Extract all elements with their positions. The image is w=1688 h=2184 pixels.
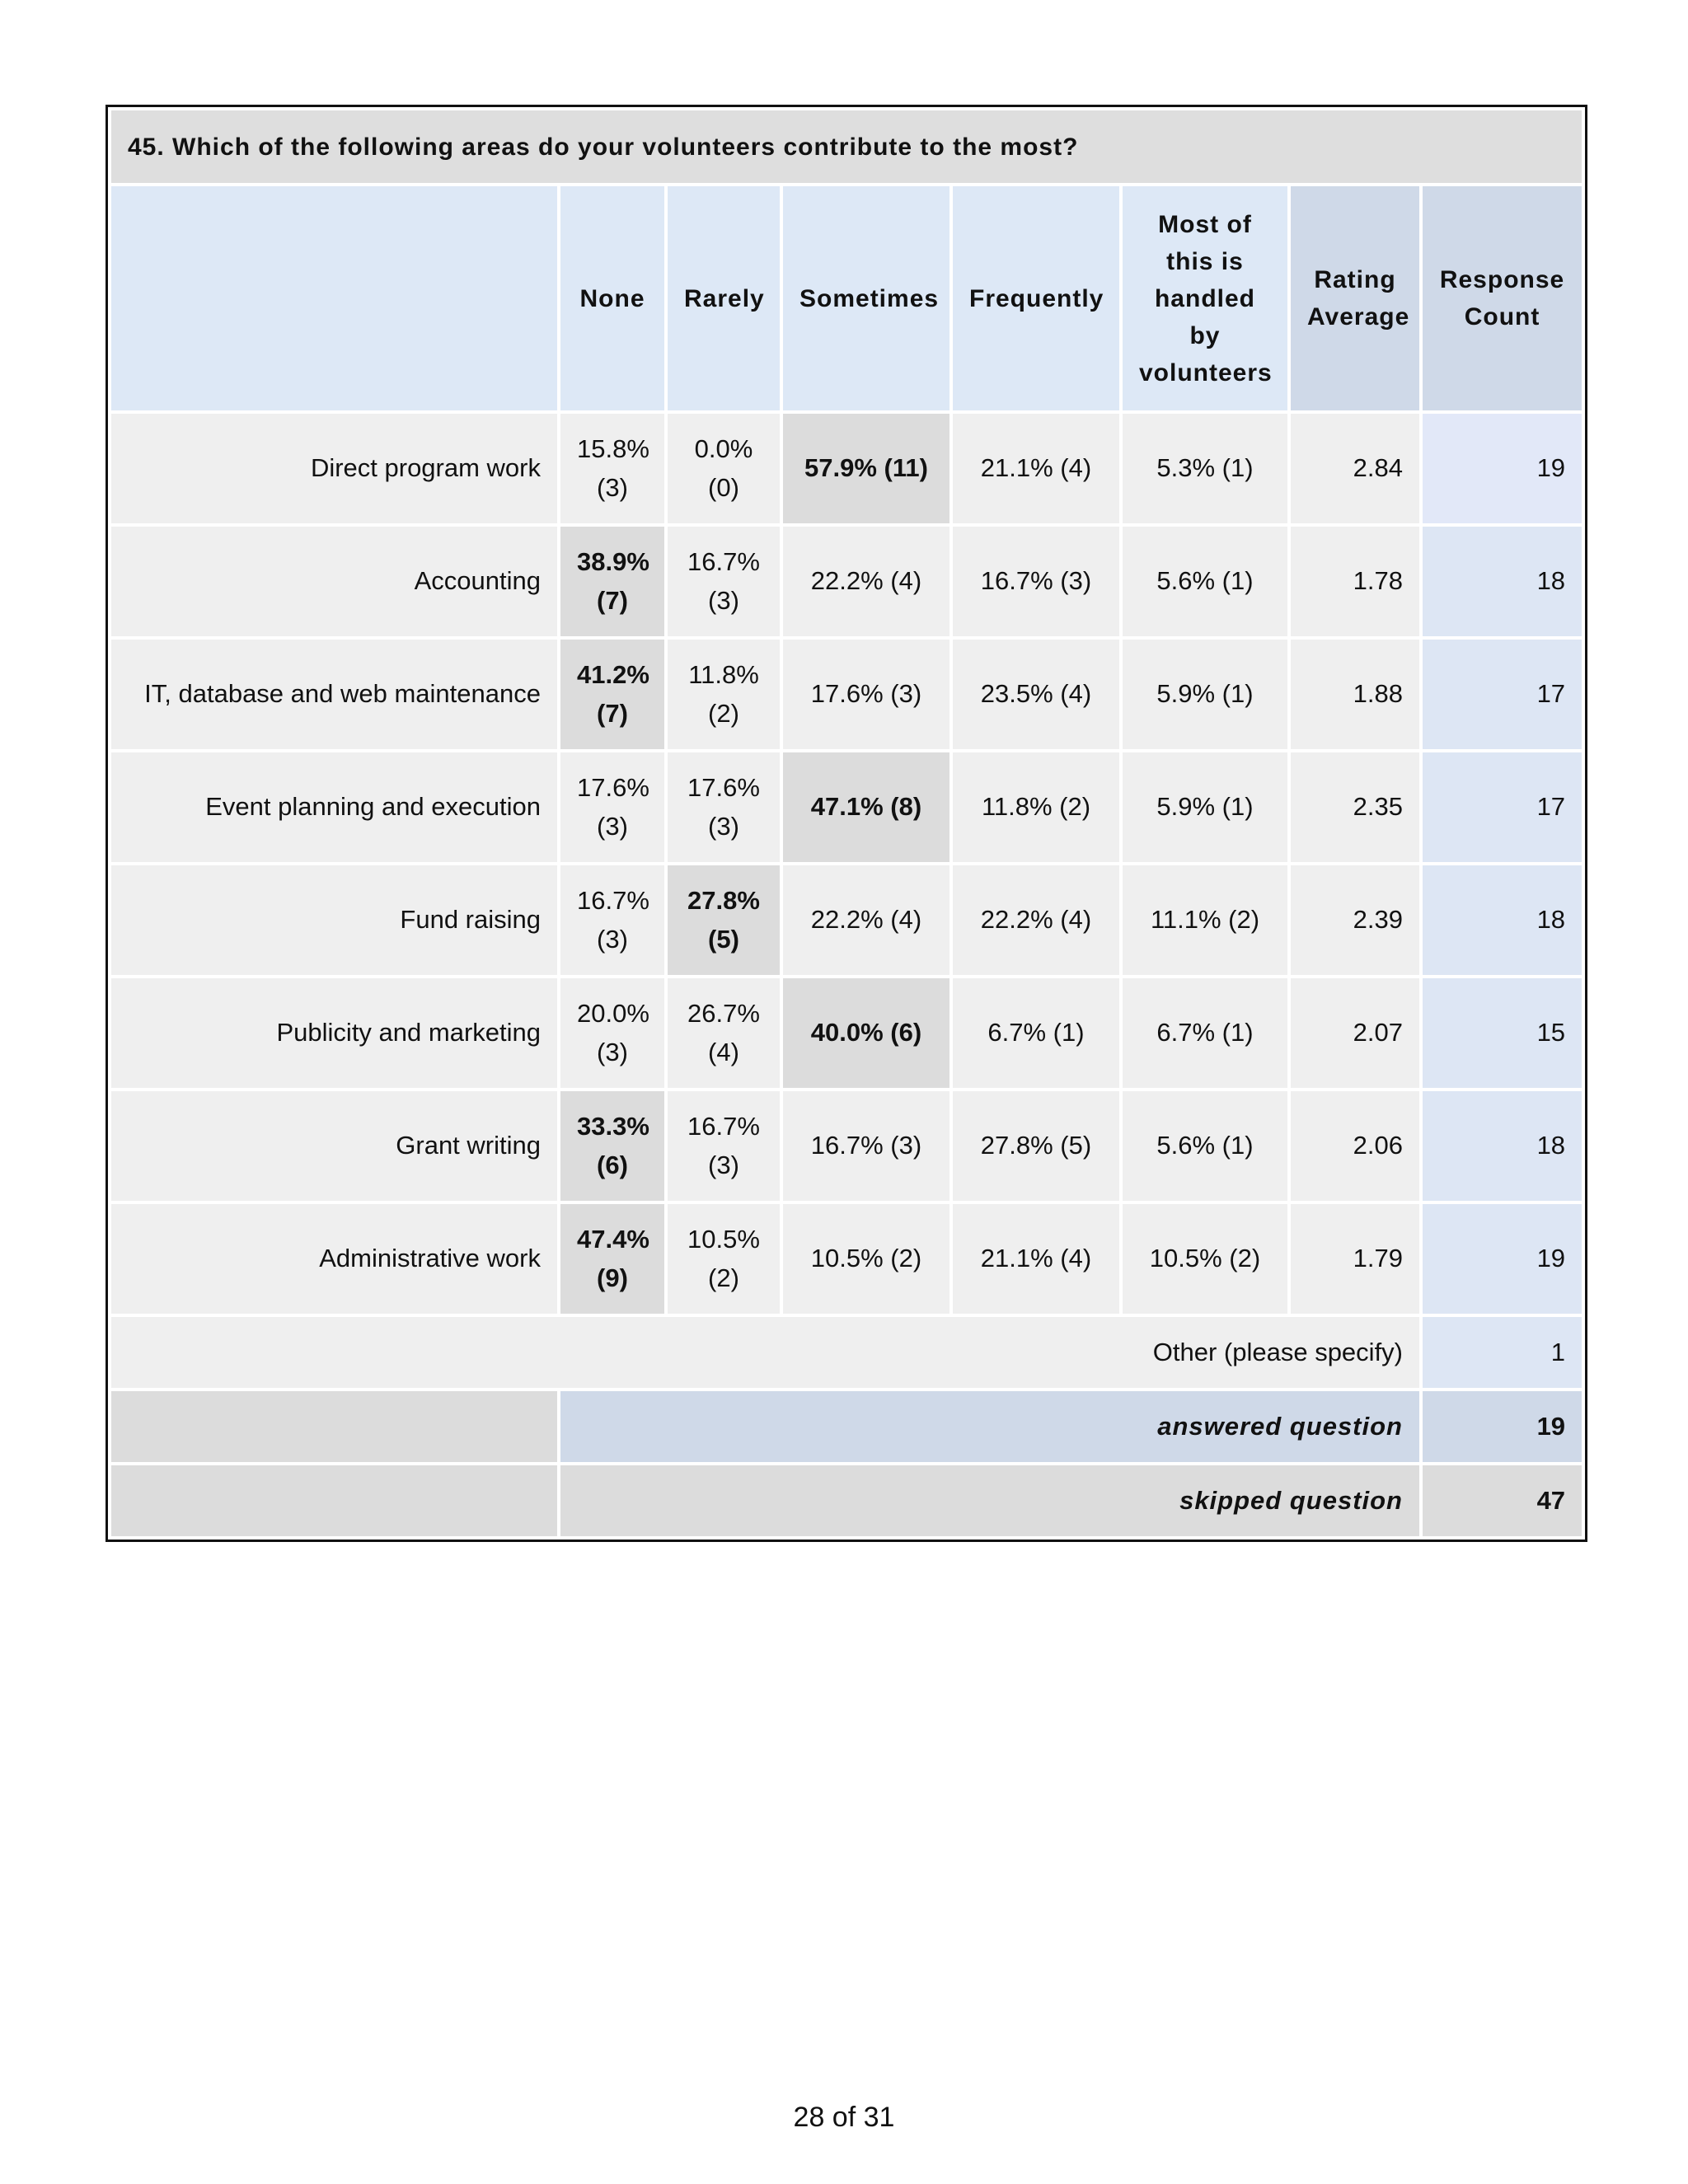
cell-sometimes: 17.6% (3) <box>783 640 950 749</box>
cell-pct: 16.7% <box>687 1112 760 1141</box>
cell-rating-average: 2.84 <box>1291 414 1419 523</box>
cell-n: (6) <box>597 1150 628 1179</box>
cell-pct: 16.7% <box>687 547 760 576</box>
cell-n: (2) <box>708 1263 739 1292</box>
cell-pct: 0.0% <box>694 434 753 463</box>
table-row <box>111 414 1582 523</box>
other-label: Other (please specify) <box>111 1317 1419 1388</box>
header-most-line: volunteers <box>1139 359 1273 387</box>
row-label: Administrative work <box>111 1204 557 1314</box>
cell-n: (3) <box>708 811 739 841</box>
cell-n: (0) <box>708 472 739 502</box>
cell-none <box>560 1204 664 1314</box>
cell-n: (3) <box>597 811 628 841</box>
header-count-line: Response <box>1439 266 1565 293</box>
answered-label: answered question <box>560 1391 1419 1462</box>
cell-none <box>560 527 664 636</box>
cell-rarely <box>668 978 780 1088</box>
cell-rarely <box>668 865 780 975</box>
table-row <box>111 1091 1582 1201</box>
skipped-label: skipped question <box>560 1465 1419 1536</box>
cell-pct: 38.9% <box>577 547 649 576</box>
cell-rarely <box>668 752 780 862</box>
cell-sometimes: 16.7% (3) <box>783 1091 950 1201</box>
table-row <box>111 1204 1582 1314</box>
cell-rarely <box>668 640 780 749</box>
other-row <box>111 1317 1582 1388</box>
cell-rating-average: 1.78 <box>1291 527 1419 636</box>
cell-response-count: 17 <box>1423 640 1582 749</box>
header-rarely: Rarely <box>668 186 780 410</box>
header-rating-line: Average <box>1307 303 1410 330</box>
answered-value: 19 <box>1423 1391 1582 1462</box>
header-response-count <box>1423 186 1582 410</box>
cell-rating-average: 2.35 <box>1291 752 1419 862</box>
table-row <box>111 865 1582 975</box>
cell-pct: 15.8% <box>577 434 649 463</box>
cell-n: (3) <box>708 1150 739 1179</box>
cell-rating-average: 1.79 <box>1291 1204 1419 1314</box>
cell-n: (7) <box>597 585 628 615</box>
cell-sometimes: 22.2% (4) <box>783 527 950 636</box>
table-row <box>111 640 1582 749</box>
cell-none <box>560 414 664 523</box>
cell-sometimes: 57.9% (11) <box>783 414 950 523</box>
header-rating-average <box>1291 186 1419 410</box>
summary-blank <box>111 1465 557 1536</box>
cell-n: (4) <box>708 1037 739 1066</box>
cell-frequently: 11.8% (2) <box>953 752 1119 862</box>
cell-rarely <box>668 414 780 523</box>
row-label: Fund raising <box>111 865 557 975</box>
cell-frequently: 27.8% (5) <box>953 1091 1119 1201</box>
header-most-line: by <box>1189 321 1221 349</box>
cell-none <box>560 640 664 749</box>
header-frequently: Frequently <box>953 186 1119 410</box>
cell-pct: 27.8% <box>687 886 760 915</box>
cell-n: (3) <box>597 924 628 954</box>
cell-pct: 10.5% <box>687 1225 760 1254</box>
cell-rating-average: 2.39 <box>1291 865 1419 975</box>
header-count-line: Count <box>1464 303 1540 330</box>
cell-frequently: 22.2% (4) <box>953 865 1119 975</box>
row-label: Event planning and execution <box>111 752 557 862</box>
cell-sometimes: 22.2% (4) <box>783 865 950 975</box>
cell-pct: 16.7% <box>577 886 649 915</box>
cell-most: 5.9% (1) <box>1123 752 1287 862</box>
cell-rating-average: 2.06 <box>1291 1091 1419 1201</box>
header-most-line: Most of <box>1158 210 1252 238</box>
cell-frequently: 23.5% (4) <box>953 640 1119 749</box>
cell-sometimes: 47.1% (8) <box>783 752 950 862</box>
cell-response-count: 15 <box>1423 978 1582 1088</box>
answered-row <box>111 1391 1582 1462</box>
header-none: None <box>560 186 664 410</box>
cell-rarely <box>668 527 780 636</box>
cell-response-count: 18 <box>1423 527 1582 636</box>
cell-none <box>560 865 664 975</box>
cell-pct: 41.2% <box>577 660 649 689</box>
cell-response-count: 17 <box>1423 752 1582 862</box>
table-row <box>111 527 1582 636</box>
row-label: Publicity and marketing <box>111 978 557 1088</box>
table-row <box>111 752 1582 862</box>
row-label: Grant writing <box>111 1091 557 1201</box>
table-row <box>111 978 1582 1088</box>
row-label: IT, database and web maintenance <box>111 640 557 749</box>
survey-results-table <box>106 105 1587 1542</box>
cell-response-count: 19 <box>1423 1204 1582 1314</box>
cell-response-count: 18 <box>1423 865 1582 975</box>
header-most-volunteers <box>1123 186 1287 410</box>
cell-none <box>560 978 664 1088</box>
cell-n: (2) <box>708 698 739 728</box>
cell-most: 5.6% (1) <box>1123 1091 1287 1201</box>
header-rating-line: Rating <box>1314 266 1396 293</box>
cell-pct: 20.0% <box>577 999 649 1028</box>
row-label: Accounting <box>111 527 557 636</box>
cell-rarely <box>668 1091 780 1201</box>
cell-frequently: 6.7% (1) <box>953 978 1119 1088</box>
question-title: 45. Which of the following areas do your volunteers contribute to the most? <box>111 110 1582 183</box>
cell-rating-average: 1.88 <box>1291 640 1419 749</box>
cell-most: 11.1% (2) <box>1123 865 1287 975</box>
cell-pct: 33.3% <box>577 1112 649 1141</box>
summary-blank <box>111 1391 557 1462</box>
cell-sometimes: 40.0% (6) <box>783 978 950 1088</box>
header-most-line: handled <box>1154 284 1255 312</box>
other-count: 1 <box>1423 1317 1582 1388</box>
cell-none <box>560 752 664 862</box>
header-most-line: this is <box>1166 247 1244 275</box>
cell-rarely <box>668 1204 780 1314</box>
cell-none <box>560 1091 664 1201</box>
cell-pct: 17.6% <box>687 773 760 802</box>
header-blank <box>111 186 557 410</box>
row-label: Direct program work <box>111 414 557 523</box>
cell-pct: 17.6% <box>577 773 649 802</box>
cell-n: (9) <box>597 1263 628 1292</box>
cell-pct: 11.8% <box>688 660 759 689</box>
cell-pct: 47.4% <box>577 1225 649 1254</box>
cell-most: 5.6% (1) <box>1123 527 1287 636</box>
cell-n: (3) <box>708 585 739 615</box>
cell-n: (5) <box>708 924 739 954</box>
cell-most: 10.5% (2) <box>1123 1204 1287 1314</box>
cell-n: (7) <box>597 698 628 728</box>
cell-n: (3) <box>597 1037 628 1066</box>
page-number: 28 of 31 <box>793 2102 895 2133</box>
cell-frequently: 21.1% (4) <box>953 414 1119 523</box>
cell-most: 6.7% (1) <box>1123 978 1287 1088</box>
cell-frequently: 21.1% (4) <box>953 1204 1119 1314</box>
cell-n: (3) <box>597 472 628 502</box>
cell-frequently: 16.7% (3) <box>953 527 1119 636</box>
skipped-row <box>111 1465 1582 1536</box>
cell-response-count: 19 <box>1423 414 1582 523</box>
cell-rating-average: 2.07 <box>1291 978 1419 1088</box>
header-sometimes: Sometimes <box>783 186 950 410</box>
cell-most: 5.3% (1) <box>1123 414 1287 523</box>
cell-pct: 26.7% <box>687 999 760 1028</box>
skipped-value: 47 <box>1423 1465 1582 1536</box>
cell-sometimes: 10.5% (2) <box>783 1204 950 1314</box>
column-header-row <box>111 186 1582 410</box>
cell-most: 5.9% (1) <box>1123 640 1287 749</box>
cell-response-count: 18 <box>1423 1091 1582 1201</box>
